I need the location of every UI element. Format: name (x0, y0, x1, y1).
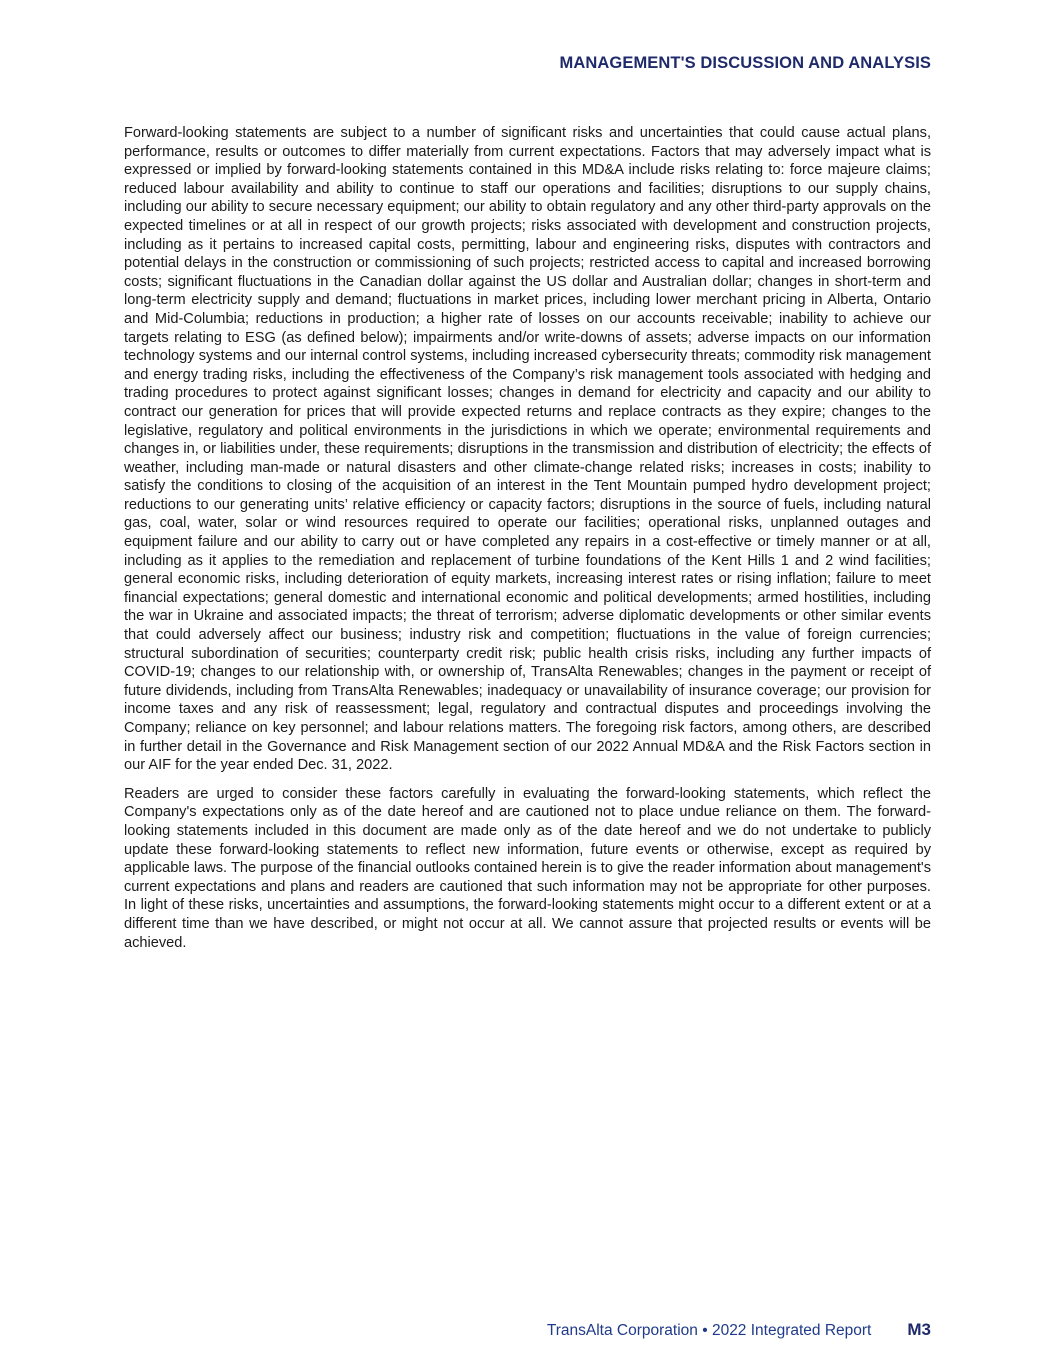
risk-factors-paragraph: Forward-looking statements are subject to a number of significant risks and uncertainties that could cause actual plans, performance, results or outcomes to differ materially from current expectations. Factors that may adversely impact what is expressed or implied by forward-looking statements contained in this MD&A include risks relating to: force majeure claims; reduced labour availability and ability to continue to staff our operations and facilities; disruptions to our supply chains, including our ability to secure necessary equipment; our ability to obtain regulatory and any other third-party approvals on the expected timelines or at all in respect of our growth projects; risks associated with development and construction projects, including as it pertains to increased capital costs, permitting, labour and engineering risks, disputes with contractors and potential delays in the construction or commissioning of such projects; restricted access to capital and increased borrowing costs; significant fluctuations in the Canadian dollar against the US dollar and Australian dollar; changes in short-term and long-term electricity supply and demand; fluctuations in market prices, including lower merchant pricing in Alberta, Ontario and Mid-Columbia; reductions in production; a higher rate of losses on our accounts receivable; inability to achieve our targets relating to ESG (as defined below); impairments and/or write-downs of assets; adverse impacts on our information technology systems and our internal control systems, including increased cybersecurity threats; commodity risk management and energy trading risks, including the effectiveness of the Company’s risk management tools associated with hedging and trading procedures to protect against significant losses; changes in demand for electricity and capacity and our ability to contract our generation for prices that will provide expected returns and replace contracts as they expire; changes to the legislative, regulatory and political environments in the jurisdictions in which we operate; environmental requirements and changes in, or liabilities under, these requirements; disruptions in the transmission and distribution of electricity; the effects of weather, including man-made or natural disasters and other climate-change related risks; increases in costs; inability to satisfy the conditions to closing of the acquisition of an interest in the Tent Mountain pumped hydro development project; reductions to our generating units’ relative efficiency or capacity factors; disruptions in the source of fuels, including natural gas, coal, water, solar or wind resources required to operate our facilities; operational risks, unplanned outages and equipment failure and our ability to carry out or have completed any repairs in a cost-effective or timely manner or at all, including as it applies to the remediation and replacement of turbine foundations of the Kent Hills 1 and 2 wind facilities; general economic risks, including deterioration of equity markets, increasing interest rates or rising inflation; failure to meet financial expectations; general domestic and international economic and political developments; armed hostilities, including the war in Ukraine and associated impacts; the threat of terrorism; adverse diplomatic developments or other similar events that could adversely affect our business; industry risk and competition; fluctuations in the value of foreign currencies; structural subordination of securities; counterparty credit risk; public health crisis risks, including any further impacts of COVID-19; changes to our relationship with, or ownership of, TransAlta Renewables; changes in the payment or receipt of future dividends, including from TransAlta Renewables; inadequacy or unavailability of insurance coverage; our provision for income taxes and any risk of reassessment; legal, regulatory and contractual disputes and proceedings involving the Company; reliance on key personnel; and labour relations matters. The foregoing risk factors, among others, are described in further detail in the Governance and Risk Management section of our 2022 Annual MD&A and the Risk Factors section in our AIF for the year ended Dec. 31, 2022. (124, 125, 931, 774)
caution-paragraph: Readers are urged to consider these factors carefully in evaluating the forward-looking statements, which reflect the Company's expectations only as of the date hereof and are cautioned not to place undue reliance on them. The forward-looking statements included in this document are made only as of the date hereof and we do not undertake to publicly update these forward-looking statements to reflect new information, future events or otherwise, except as required by applicable laws. The purpose of the financial outlooks contained herein is to give the reader information about management's current expectations and plans and readers are cautioned that such information may not be appropriate for other purposes. In light of these risks, uncertainties and assumptions, the forward-looking statements might occur to a different extent or at a different time than we have described, or might not occur at all. We cannot assure that projected results or events will be achieved. (124, 785, 931, 951)
document-body (124, 124, 931, 962)
page-number: M3 (907, 1320, 931, 1339)
footer-report-label: TransAlta Corporation • 2022 Integrated Report (546, 1322, 872, 1339)
section-title: MANAGEMENT'S DISCUSSION AND ANALYSIS (559, 54, 931, 72)
page-footer (547, 1320, 931, 1340)
